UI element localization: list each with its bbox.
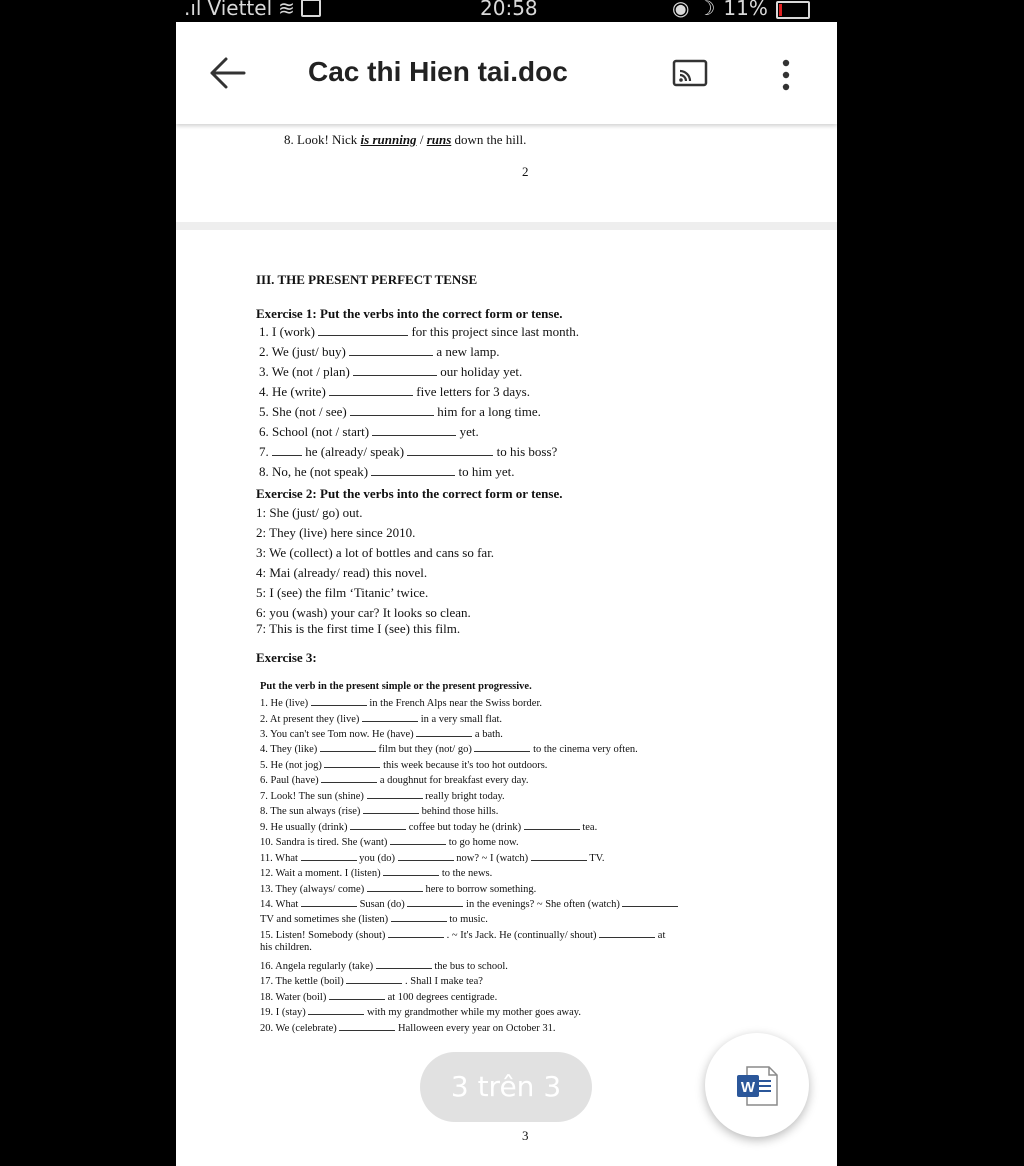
exercise-3-item: 9. He usually (drink) coffee but today he (drink) tea. bbox=[260, 819, 597, 833]
exercise-3-item: 8. The sun always (rise) behind those hills. bbox=[260, 803, 498, 817]
exercise-1-item: 6. School (not / start) yet. bbox=[259, 424, 479, 439]
exercise-3-item: TV and sometimes she (listen) to music. bbox=[260, 911, 488, 925]
exercise-3-item: 15. Listen! Somebody (shout) . ~ It's Jack. He (continually/ shout) at bbox=[260, 927, 665, 941]
exercise-3-item: 1. He (live) in the French Alps near the Swiss border. bbox=[260, 695, 542, 709]
exercise-1-item: 8. No, he (not speak) to him yet. bbox=[259, 464, 515, 479]
page-gap bbox=[176, 222, 837, 230]
battery-percent: 11% bbox=[723, 0, 768, 20]
open-in-word-button[interactable] bbox=[705, 1033, 809, 1137]
exercise-line-8: 8. Look! Nick is running / runs down the hill. bbox=[284, 132, 527, 147]
exercise-3-item: 4. They (like) film but they (not/ go) to the cinema very often. bbox=[260, 741, 638, 755]
exercise-2-item: 7: This is the first time I (see) this film. bbox=[256, 621, 461, 636]
exercise-1-title: Exercise 1: Put the verbs into the correct form or tense. bbox=[256, 306, 563, 321]
carrier-label: Viettel bbox=[207, 0, 273, 20]
exercise-1-item: 3. We (not / plan) our holiday yet. bbox=[259, 364, 523, 379]
battery-icon bbox=[776, 1, 810, 19]
status-left bbox=[184, 0, 321, 20]
status-bar bbox=[0, 0, 1024, 22]
exercise-3-item: 3. You can't see Tom now. He (have) a bath. bbox=[260, 726, 503, 740]
wifi-icon: ≋ bbox=[278, 0, 295, 20]
more-vert-icon[interactable] bbox=[774, 58, 798, 92]
section-heading: III. THE PRESENT PERFECT TENSE bbox=[256, 272, 478, 287]
exercise-2-item: 3: We (collect) a lot of bottles and cans so far. bbox=[256, 545, 495, 560]
exercise-1-item: 2. We (just/ buy) a new lamp. bbox=[259, 344, 500, 359]
moon-icon: ☽ bbox=[697, 0, 716, 20]
page-number: 2 bbox=[522, 164, 529, 179]
exercise-3-item: 14. What Susan (do) in the evenings? ~ She often (watch) bbox=[260, 896, 678, 910]
exercise-3-instruction: Put the verb in the present simple or the present progressive. bbox=[260, 681, 532, 692]
exercise-1-item: 4. He (write) five letters for 3 days. bbox=[259, 384, 530, 399]
exercise-3-item: 10. Sandra is tired. She (want) to go home now. bbox=[260, 834, 519, 848]
page-number: 3 bbox=[522, 1128, 529, 1143]
document-page-3 bbox=[176, 230, 837, 1166]
exercise-2-item: 6: you (wash) your car? It looks so clean. bbox=[256, 605, 471, 620]
exercise-3-title: Exercise 3: bbox=[256, 650, 317, 665]
exercise-3-item: 6. Paul (have) a doughnut for breakfast every day. bbox=[260, 772, 528, 786]
eye-icon: ◉ bbox=[672, 0, 690, 20]
exercise-3-item: his children. bbox=[260, 942, 312, 953]
exercise-2-title: Exercise 2: Put the verbs into the correct form or tense. bbox=[256, 486, 563, 501]
exercise-3-item: 18. Water (boil) at 100 degrees centigrade. bbox=[260, 989, 497, 1003]
status-right bbox=[672, 0, 810, 20]
clock: 20:58 bbox=[480, 0, 538, 20]
exercise-2-item: 2: They (live) here since 2010. bbox=[256, 525, 416, 540]
page-indicator: 3 trên 3 bbox=[420, 1052, 592, 1122]
exercise-2-item: 4: Mai (already/ read) this novel. bbox=[256, 565, 428, 580]
exercise-3-item: 12. Wait a moment. I (listen) to the news. bbox=[260, 865, 492, 879]
svg-text:W: W bbox=[740, 1079, 756, 1096]
notification-icon bbox=[301, 0, 321, 17]
word-doc-icon bbox=[735, 1065, 779, 1107]
exercise-3-item: 5. He (not jog) this week because it's too hot outdoors. bbox=[260, 757, 547, 771]
exercise-3-item: 11. What you (do) now? ~ I (watch) TV. bbox=[260, 850, 605, 864]
exercise-3-item: 13. They (always/ come) here to borrow something. bbox=[260, 881, 536, 895]
exercise-1-item: 1. I (work) for this project since last month. bbox=[259, 324, 579, 339]
exercise-3-item: 16. Angela regularly (take) the bus to school. bbox=[260, 958, 508, 972]
document-title: Cac thi Hien tai.doc bbox=[308, 56, 568, 87]
exercise-3-item: 2. At present they (live) in a very small flat. bbox=[260, 711, 502, 725]
exercise-2-item: 5: I (see) the film ‘Titanic’ twice. bbox=[256, 585, 429, 600]
cast-icon[interactable] bbox=[672, 59, 708, 87]
exercise-3-item: 20. We (celebrate) Halloween every year on October 31. bbox=[260, 1020, 555, 1034]
arrow-left-icon[interactable] bbox=[208, 56, 248, 90]
exercise-1-item: 5. She (not / see) him for a long time. bbox=[259, 404, 541, 419]
exercise-3-item: 17. The kettle (boil) . Shall I make tea? bbox=[260, 973, 483, 987]
signal-icon: .ıl bbox=[184, 0, 202, 20]
document-page-2 bbox=[176, 124, 837, 222]
exercise-3-item: 7. Look! The sun (shine) really bright today. bbox=[260, 788, 505, 802]
exercise-1-item: 7. he (already/ speak) to his boss? bbox=[259, 444, 558, 459]
exercise-2-item: 1: She (just/ go) out. bbox=[256, 505, 363, 520]
app-screen bbox=[176, 22, 837, 1166]
app-bar bbox=[176, 22, 837, 124]
exercise-3-item: 19. I (stay) with my grandmother while my mother goes away. bbox=[260, 1004, 581, 1018]
